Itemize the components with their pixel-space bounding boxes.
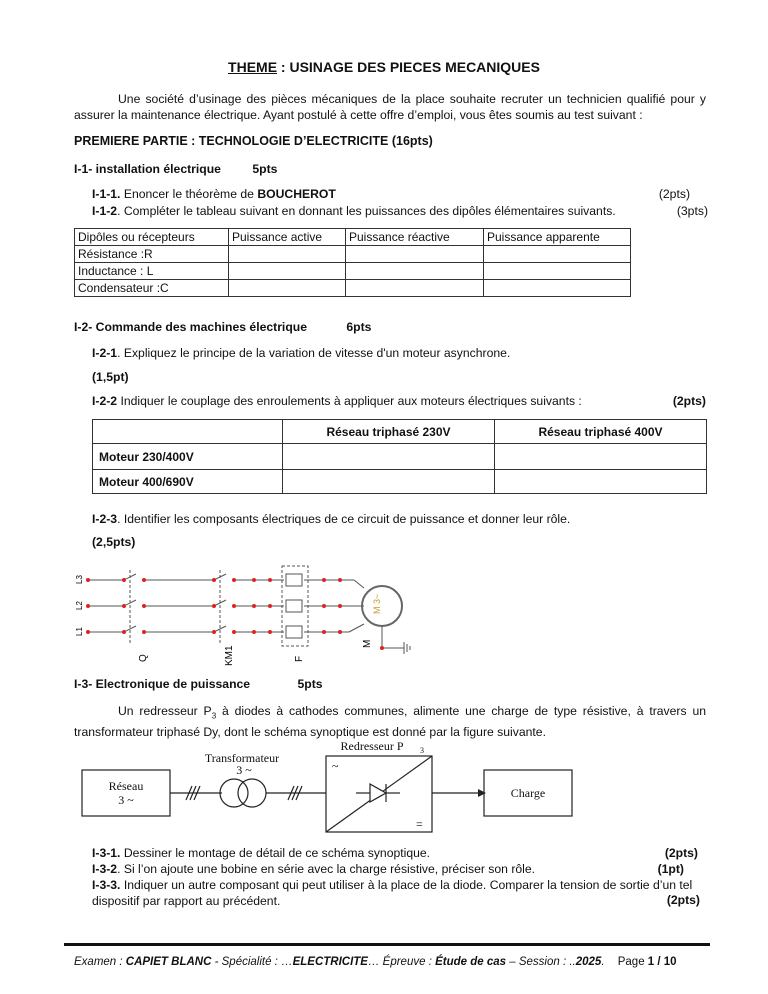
table-header-row [75, 229, 631, 246]
table-row [93, 444, 707, 470]
answer-cell[interactable] [484, 280, 631, 297]
answer-cell[interactable] [346, 246, 484, 263]
table-header: Réseau triphasé 400V [495, 420, 707, 444]
question-2-1 [92, 345, 708, 361]
redresseur-tilde: ~ [332, 759, 339, 773]
q-text: . Compléter le tableau suivant en donnant les puissances des dipôles élémentaires suivants. [117, 204, 616, 218]
q-number: I-3-3. [92, 878, 121, 892]
q-points: (2pts) [664, 846, 698, 860]
intro-part: à diodes à cathodes communes, alimente une charge de type résistive, à travers un transformateur triphasé Dy, dont le schéma synoptique est donné par la figure suivante. [74, 704, 706, 740]
question-1-2 [92, 203, 708, 219]
footer-speciality: ELECTRICITE [292, 956, 368, 968]
footer-session: 2025 [575, 956, 602, 968]
page-footer [74, 956, 714, 968]
footer-epreuve: Étude de cas [435, 956, 507, 968]
label-f: F [294, 655, 305, 662]
intro-paragraph: Une société d’usinage des pièces mécaniques de la place souhaite recruter un technicien qualifié pour y assurer la maintenance électrique. Ayant postulé à cette offre d’emploi, vous êtes soumis au test suivant : [74, 92, 706, 122]
transformer-primary [220, 779, 248, 807]
q-text: Enoncer le théorème de [120, 187, 258, 201]
reseau-label: Réseau [108, 779, 144, 793]
answer-cell[interactable] [495, 470, 707, 494]
table-row [75, 263, 631, 280]
part1-heading: PREMIERE PARTIE : TECHNOLOGIE D’ELECTRICITE (16pts) [74, 134, 433, 148]
footer-text: – Session : .. [506, 956, 576, 968]
table-header: Dipôles ou récepteurs [75, 229, 229, 246]
table-header: Réseau triphasé 230V [283, 420, 495, 444]
reseau-sub: 3 ~ [118, 793, 134, 807]
question-1-1 [92, 186, 708, 202]
section2-points: 6pts [346, 320, 372, 334]
table-cell: Inductance : L [75, 263, 229, 280]
table-cell: Résistance :R [75, 246, 229, 263]
footer-rule [64, 943, 710, 946]
title-rest: : USINAGE DES PIECES MECANIQUES [277, 59, 540, 75]
section3-points: 5pts [297, 677, 323, 691]
footer-text: … Épreuve : [367, 956, 436, 968]
footer-text: Examen : [74, 956, 126, 968]
q-number: I-2-1 [92, 346, 118, 360]
q-number: I-2-3 [92, 512, 118, 526]
q-points: (2pts) [658, 187, 690, 201]
q-number: I-2-2 [92, 394, 118, 408]
redresseur-sub: 3 [420, 746, 424, 755]
table-header-row [93, 420, 707, 444]
line-label-l1: L1 [75, 627, 84, 636]
line-label-l2: L2 [75, 601, 84, 610]
line-label-l3: L3 [75, 575, 84, 584]
table-header [93, 420, 283, 444]
synoptic-diagram [74, 740, 604, 836]
q-points: (1pt) [657, 862, 684, 876]
q-text: . Identifier les composants électriques de ce circuit de puissance et donner leur rôle. [117, 512, 571, 526]
answer-cell[interactable] [229, 280, 346, 297]
section1-points: 5pts [252, 162, 278, 176]
q-points: (2pts) [672, 394, 706, 408]
question-3-1 [92, 845, 706, 861]
q-points: (2,5pts) [92, 535, 136, 549]
answer-cell[interactable] [229, 246, 346, 263]
q-number: I-1-1. [92, 187, 121, 201]
answer-cell[interactable] [346, 280, 484, 297]
table-row [75, 246, 631, 263]
motor-symbol-label: M 3~ [372, 593, 382, 614]
footer-text: . [601, 956, 605, 968]
q-number: I-3-2 [92, 862, 118, 876]
question-2-2 [92, 393, 706, 409]
redresseur-label: Redresseur P [340, 740, 404, 753]
transfo-label: Transformateur [204, 751, 280, 765]
section1-title: I-1- installation électrique [74, 162, 221, 176]
label-q: Q [138, 654, 149, 662]
page-title [0, 59, 768, 75]
q-points: (3pts) [676, 204, 708, 218]
page-number: 1 / 10 [647, 956, 677, 968]
q-text: . Si l’on ajoute une bobine en série avec la charge résistive, préciser son rôle. [117, 862, 536, 876]
table-cell: Moteur 400/690V [93, 470, 283, 494]
table-cell: Moteur 230/400V [93, 444, 283, 470]
intro-part: Un redresseur P [118, 704, 212, 718]
section3-title: I-3- Electronique de puissance [74, 677, 251, 691]
label-km1: KM1 [224, 645, 235, 666]
question-2-3 [92, 511, 708, 527]
q-text: Indiquer le couplage des enroulements à appliquer aux moteurs électriques suivants : [117, 394, 582, 408]
q-bold: BOUCHEROT [257, 187, 336, 201]
terminal-dots [86, 578, 384, 650]
q-text: . Expliquez le principe de la variation de vitesse d'un moteur asynchrone. [117, 346, 511, 360]
answer-cell[interactable] [283, 444, 495, 470]
table-header: Puissance réactive [346, 229, 484, 246]
table-row [75, 280, 631, 297]
q-number: I-1-2 [92, 204, 118, 218]
answer-cell[interactable] [283, 470, 495, 494]
section3-intro [74, 703, 706, 740]
redresseur-equals: = [416, 817, 423, 831]
section1-heading [74, 162, 277, 176]
title-theme: THEME [228, 59, 278, 75]
q-text: Indiquer un autre composant qui peut utiliser à la place de la diode. Comparer la tension de sortie d’un tel dispositif par rapport au précédent. [92, 878, 693, 908]
section2-heading [74, 320, 371, 334]
footer-text: - Spécialité : … [211, 956, 293, 968]
table-cell: Condensateur :C [75, 280, 229, 297]
footer-page-label: Page [617, 956, 648, 968]
q-points: (1,5pt) [92, 370, 129, 384]
intro-subscript: 3 [211, 711, 217, 721]
power-circuit-diagram [74, 558, 414, 668]
label-m: M [362, 639, 373, 648]
section3-heading [74, 677, 323, 691]
table-header: Puissance active [229, 229, 346, 246]
table-header: Puissance apparente [484, 229, 631, 246]
table-row [93, 470, 707, 494]
answer-cell[interactable] [484, 263, 631, 280]
answer-cell[interactable] [346, 263, 484, 280]
charge-label: Charge [510, 786, 546, 800]
answer-cell[interactable] [484, 246, 631, 263]
footer-exam: CAPIET BLANC [125, 956, 212, 968]
transformer-secondary [238, 779, 266, 807]
q-text: Dessiner le montage de détail de ce schéma synoptique. [120, 846, 431, 860]
coupling-table [92, 419, 707, 494]
q-number: I-3-1. [92, 846, 121, 860]
q-points: (2pts) [666, 893, 700, 907]
transfo-sub: 3 ~ [236, 763, 252, 777]
answer-cell[interactable] [495, 444, 707, 470]
question-3-3 [92, 877, 708, 909]
power-table [74, 228, 631, 297]
answer-cell[interactable] [229, 263, 346, 280]
section2-title: I-2- Commande des machines électrique [74, 320, 307, 334]
question-3-2 [92, 861, 706, 877]
